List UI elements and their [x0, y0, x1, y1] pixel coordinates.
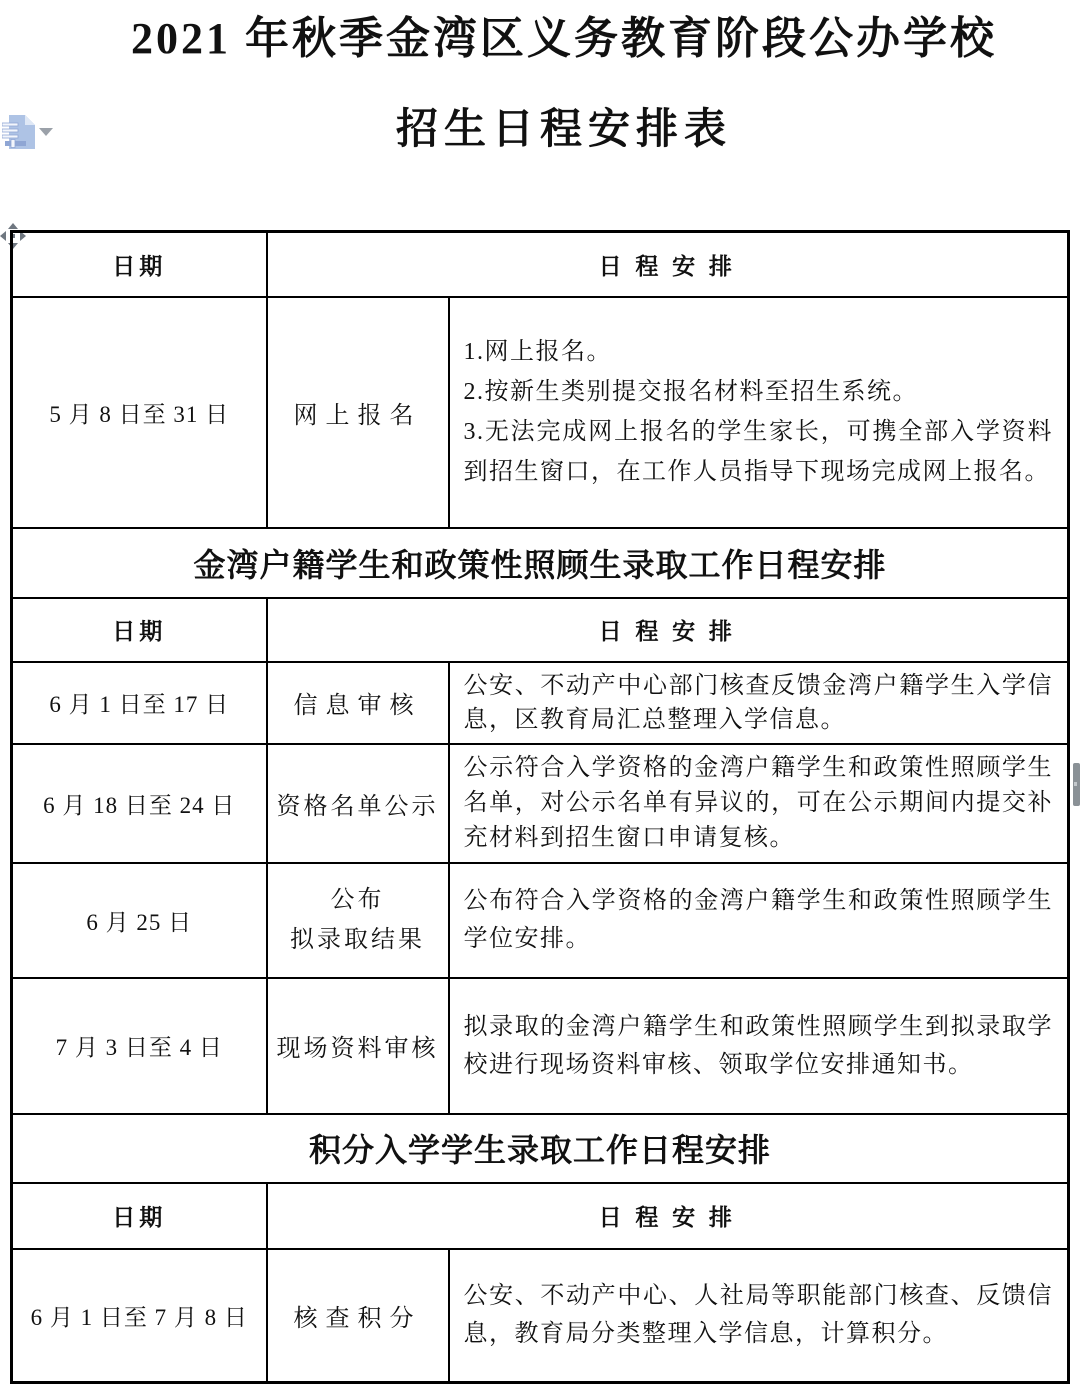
date-cell: 6 月 25 日 [12, 863, 267, 978]
header-schedule-cell: 日 程 安 排 [267, 1183, 1069, 1249]
section-title-cell: 积分入学学生录取工作日程安排 [12, 1114, 1069, 1183]
header-row [12, 1183, 1069, 1249]
stage-cell: 网上报名 [267, 297, 449, 528]
stage-line: 公布 [330, 887, 385, 913]
desc-cell: 公安、不动产中心、人社局等职能部门核查、反馈信息，教育局分类整理入学信息，计算积分。 [449, 1249, 1069, 1383]
scrollbar-thumb-notch [1074, 782, 1077, 786]
section-title-cell: 金湾户籍学生和政策性照顾生录取工作日程安排 [12, 528, 1069, 598]
stage-line: 拟录取结果 [290, 927, 425, 953]
header-date-cell: 日期 [12, 1183, 267, 1249]
date-cell: 6 月 18 日至 24 日 [12, 744, 267, 863]
desc-cell: 公布符合入学资格的金湾户籍学生和政策性照顾学生学位安排。 [449, 863, 1069, 978]
stage-cell: 核查积分 [267, 1249, 449, 1383]
section-title-row [12, 528, 1069, 598]
stage-cell: 资格名单公示 [267, 744, 449, 863]
table-row [12, 744, 1069, 863]
desc-cell: 公安、不动产中心部门核查反馈金湾户籍学生入学信息，区教育局汇总整理入学信息。 [449, 662, 1069, 744]
schedule-table [10, 230, 1070, 1384]
desc-line: 2.按新生类别提交报名材料至招生系统。 [463, 379, 918, 405]
stage-cell: 现场资料审核 [267, 978, 449, 1114]
table-row [12, 297, 1069, 528]
desc-line: 1.网上报名。 [463, 339, 612, 365]
header-schedule-cell: 日 程 安 排 [267, 598, 1069, 662]
header-schedule-cell: 日 程 安 排 [267, 232, 1069, 297]
date-cell: 6 月 1 日至 7 月 8 日 [12, 1249, 267, 1383]
header-row [12, 232, 1069, 297]
header-date-cell: 日期 [12, 598, 267, 662]
desc-cell [449, 297, 1069, 528]
desc-cell: 公示符合入学资格的金湾户籍学生和政策性照顾学生名单，对公示名单有异议的，可在公示期间内提交补充材料到招生窗口申请复核。 [449, 744, 1069, 863]
date-cell: 5 月 8 日至 31 日 [12, 297, 267, 528]
header-date-cell: 日期 [12, 232, 267, 297]
date-cell: 6 月 1 日至 17 日 [12, 662, 267, 744]
section-title-row [12, 1114, 1069, 1183]
scrollbar-thumb[interactable] [1073, 763, 1080, 806]
stage-cell [267, 863, 449, 978]
stage-cell: 信息审核 [267, 662, 449, 744]
page-title-line1: 2021 年秋季金湾区义务教育阶段公办学校 [131, 14, 997, 63]
date-cell: 7 月 3 日至 4 日 [12, 978, 267, 1114]
table-row [12, 1249, 1069, 1383]
header-row [12, 598, 1069, 662]
page-title-line2: 招生日程安排表 [395, 107, 732, 153]
table-row [12, 863, 1069, 978]
desc-cell: 拟录取的金湾户籍学生和政策性照顾学生到拟录取学校进行现场资料审核、领取学位安排通知书。 [449, 978, 1069, 1114]
table-row [12, 662, 1069, 744]
table-row [12, 978, 1069, 1114]
desc-line: 3.无法完成网上报名的学生家长，可携全部入学资料到招生窗口，在工作人员指导下现场完成网上报名。 [463, 419, 1053, 485]
